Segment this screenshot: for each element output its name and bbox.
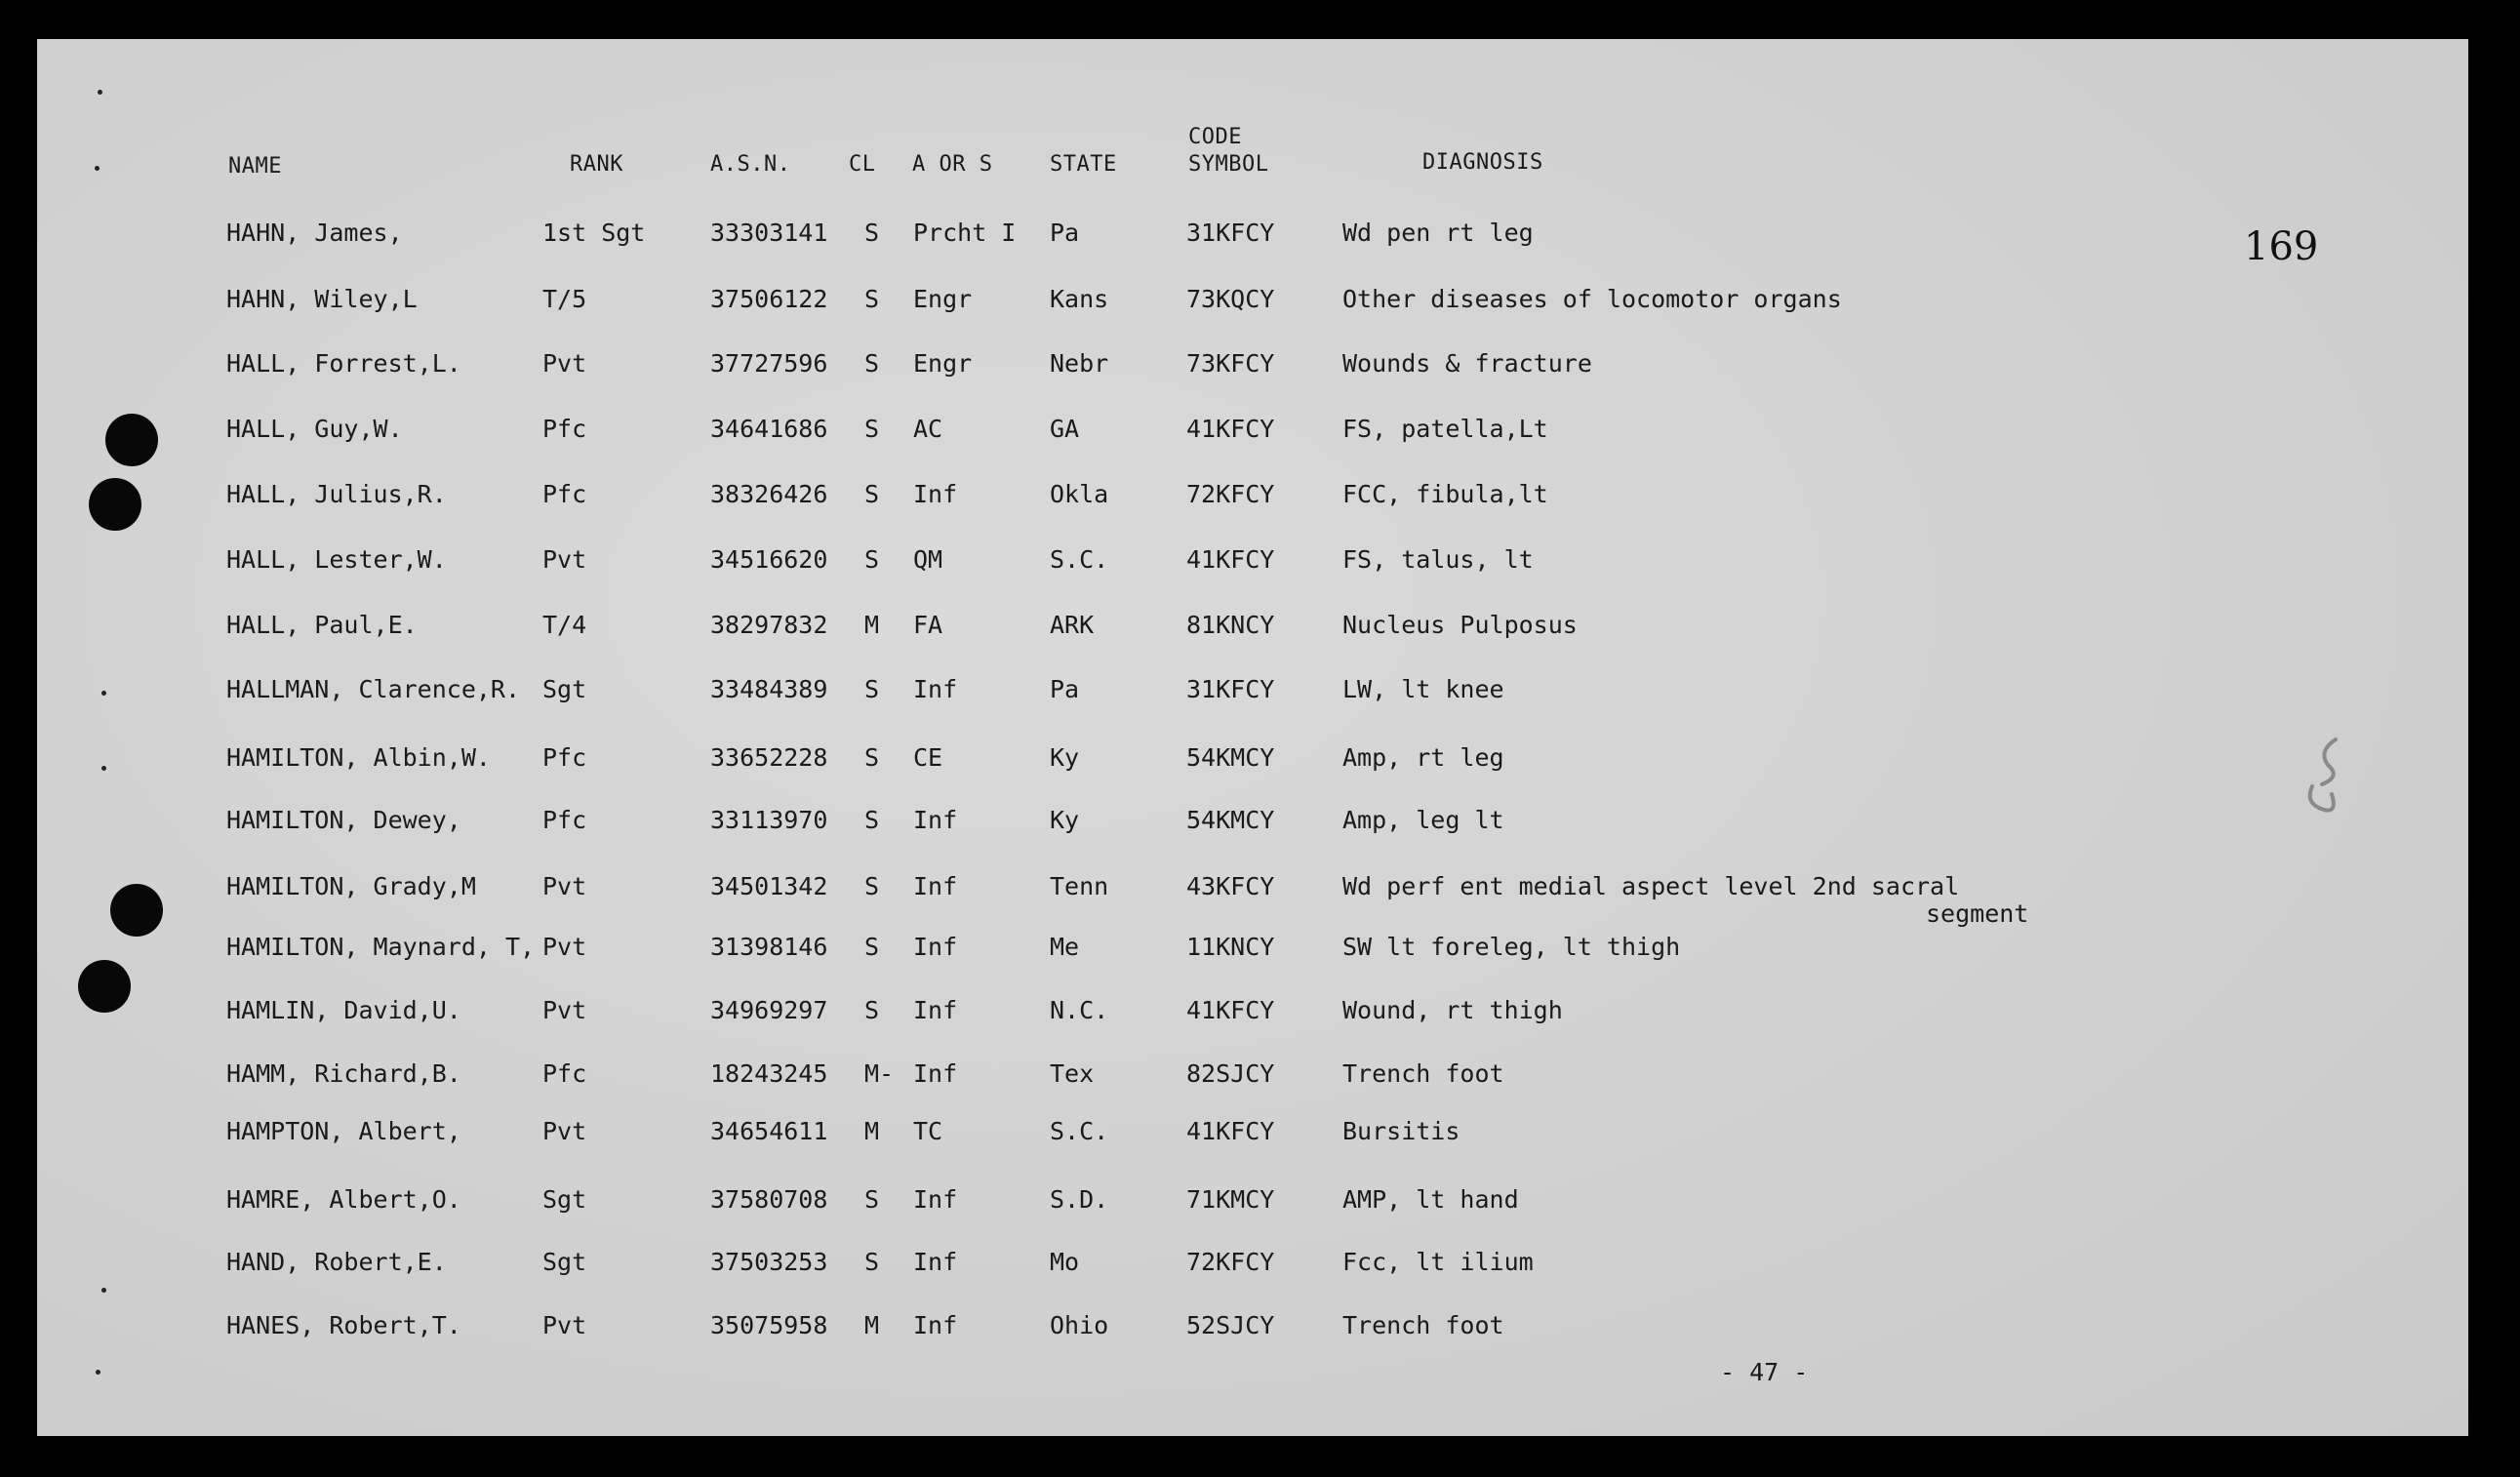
cell-a-or-s: QM — [913, 545, 943, 574]
cell-rank: 1st Sgt — [542, 219, 646, 247]
header-rank: RANK — [570, 152, 623, 177]
table-row — [37, 545, 2468, 579]
cell-cl: S — [864, 480, 880, 508]
cell-rank: Pfc — [542, 480, 587, 508]
cell-cl: S — [864, 1185, 880, 1214]
margin-dot — [98, 90, 102, 95]
cell-asn: 33484389 — [710, 675, 828, 703]
cell-cl: M — [864, 611, 880, 639]
cell-diagnosis: SW lt foreleg, lt thigh — [1342, 933, 1681, 961]
cell-a-or-s: Inf — [913, 1311, 958, 1339]
cell-cl: M — [864, 1117, 880, 1145]
table-row — [37, 933, 2468, 966]
cell-code-symbol: 72KFCY — [1186, 480, 1275, 508]
table-row — [37, 872, 2468, 928]
cell-state: S.C. — [1050, 1117, 1109, 1145]
cell-asn: 37580708 — [710, 1185, 828, 1214]
cell-state: N.C. — [1050, 996, 1109, 1024]
header-state: STATE — [1050, 152, 1117, 177]
cell-diagnosis: FS, talus, lt — [1342, 545, 1534, 574]
header-diagnosis: DIAGNOSIS — [1422, 150, 1543, 175]
record-card — [37, 39, 2468, 1436]
cell-asn: 34969297 — [710, 996, 828, 1024]
cell-diagnosis: Trench foot — [1342, 1311, 1504, 1339]
cell-diagnosis: Trench foot — [1342, 1059, 1504, 1088]
table-row — [37, 611, 2468, 644]
cell-cl: S — [864, 349, 880, 378]
footer-page-label: - 47 - — [1720, 1358, 1809, 1386]
cell-rank: T/5 — [542, 285, 587, 313]
cell-rank: T/4 — [542, 611, 587, 639]
cell-name: HAMLIN, David,U. — [226, 996, 461, 1024]
table-row — [37, 743, 2468, 777]
cell-state: Kans — [1050, 285, 1109, 313]
cell-a-or-s: CE — [913, 743, 943, 772]
cell-rank: Pvt — [542, 1117, 587, 1145]
cell-state: Pa — [1050, 675, 1080, 703]
cell-cl: S — [864, 675, 880, 703]
table-row — [37, 1311, 2468, 1344]
header-code: CODE — [1188, 125, 1242, 149]
cell-rank: Pfc — [542, 415, 587, 443]
cell-cl: M- — [864, 1059, 895, 1088]
cell-rank: Pvt — [542, 1311, 587, 1339]
cell-state: Ohio — [1050, 1311, 1109, 1339]
cell-code-symbol: 31KFCY — [1186, 675, 1275, 703]
cell-diagnosis: Wounds & fracture — [1342, 349, 1592, 378]
cell-rank: Pvt — [542, 349, 587, 378]
cell-cl: S — [864, 872, 880, 900]
table-row — [37, 675, 2468, 708]
cell-state: Okla — [1050, 480, 1109, 508]
cell-name: HAMILTON, Albin,W. — [226, 743, 491, 772]
cell-asn: 34654611 — [710, 1117, 828, 1145]
cell-state: ARK — [1050, 611, 1095, 639]
cell-code-symbol: 11KNCY — [1186, 933, 1275, 961]
cell-a-or-s: Inf — [913, 1248, 958, 1276]
cell-asn: 37503253 — [710, 1248, 828, 1276]
cell-rank: Pvt — [542, 545, 587, 574]
cell-name: HAMILTON, Maynard, T, — [226, 933, 536, 961]
cell-cl: S — [864, 806, 880, 834]
cell-name: HAMRE, Albert,O. — [226, 1185, 461, 1214]
cell-code-symbol: 72KFCY — [1186, 1248, 1275, 1276]
cell-rank: Pvt — [542, 996, 587, 1024]
cell-asn: 38297832 — [710, 611, 828, 639]
cell-code-symbol: 43KFCY — [1186, 872, 1275, 900]
table-row — [37, 1185, 2468, 1218]
cell-state: Pa — [1050, 219, 1080, 247]
table-row — [37, 219, 2468, 252]
cell-name: HAHN, James, — [226, 219, 403, 247]
cell-name: HALL, Forrest,L. — [226, 349, 461, 378]
table-row — [37, 480, 2468, 513]
cell-name: HAMM, Richard,B. — [226, 1059, 461, 1088]
cell-rank: Pvt — [542, 933, 587, 961]
cell-diagnosis: Wd perf ent medial aspect level 2nd sacral — [1342, 872, 1960, 900]
cell-name: HALLMAN, Clarence,R. — [226, 675, 521, 703]
cell-asn: 18243245 — [710, 1059, 828, 1088]
cell-state: Tenn — [1050, 872, 1109, 900]
cell-code-symbol: 52SJCY — [1186, 1311, 1275, 1339]
header-name: NAME — [228, 154, 282, 179]
header-a-or-s: A OR S — [912, 152, 993, 177]
cell-rank: Sgt — [542, 1248, 587, 1276]
table-row — [37, 806, 2468, 839]
table-row — [37, 285, 2468, 318]
cell-name: HALL, Guy,W. — [226, 415, 403, 443]
header-asn: A.S.N. — [710, 152, 791, 177]
cell-diagnosis: FCC, fibula,lt — [1342, 480, 1548, 508]
cell-diagnosis: FS, patella,Lt — [1342, 415, 1548, 443]
cell-rank: Sgt — [542, 675, 587, 703]
cell-name: HALL, Paul,E. — [226, 611, 418, 639]
cell-asn: 34516620 — [710, 545, 828, 574]
cell-diagnosis: Bursitis — [1342, 1117, 1460, 1145]
header-symbol: SYMBOL — [1188, 152, 1269, 177]
cell-a-or-s: Prcht I — [913, 219, 1017, 247]
cell-name: HAMPTON, Albert, — [226, 1117, 461, 1145]
cell-a-or-s: Engr — [913, 349, 973, 378]
cell-a-or-s: FA — [913, 611, 943, 639]
cell-asn: 38326426 — [710, 480, 828, 508]
cell-diagnosis: LW, lt knee — [1342, 675, 1504, 703]
cell-cl: S — [864, 545, 880, 574]
cell-asn: 37727596 — [710, 349, 828, 378]
cell-asn: 31398146 — [710, 933, 828, 961]
cell-a-or-s: Inf — [913, 933, 958, 961]
cell-a-or-s: Inf — [913, 1185, 958, 1214]
cell-asn: 35075958 — [710, 1311, 828, 1339]
cell-code-symbol: 31KFCY — [1186, 219, 1275, 247]
cell-name: HAMILTON, Dewey, — [226, 806, 461, 834]
cell-state: Tex — [1050, 1059, 1095, 1088]
cell-cl: S — [864, 933, 880, 961]
cell-a-or-s: Inf — [913, 996, 958, 1024]
cell-a-or-s: Inf — [913, 480, 958, 508]
cell-name: HAND, Robert,E. — [226, 1248, 447, 1276]
cell-code-symbol: 81KNCY — [1186, 611, 1275, 639]
cell-a-or-s: Inf — [913, 806, 958, 834]
cell-state: Me — [1050, 933, 1080, 961]
table-row — [37, 349, 2468, 382]
cell-diagnosis: Amp, rt leg — [1342, 743, 1504, 772]
cell-code-symbol: 41KFCY — [1186, 996, 1275, 1024]
cell-code-symbol: 54KMCY — [1186, 743, 1275, 772]
cell-rank: Pfc — [542, 1059, 587, 1088]
cell-diagnosis: Other diseases of locomotor organs — [1342, 285, 1842, 313]
cell-a-or-s: TC — [913, 1117, 943, 1145]
cell-code-symbol: 41KFCY — [1186, 1117, 1275, 1145]
cell-diagnosis: Wound, rt thigh — [1342, 996, 1563, 1024]
cell-a-or-s: Inf — [913, 1059, 958, 1088]
cell-asn: 37506122 — [710, 285, 828, 313]
cell-asn: 34501342 — [710, 872, 828, 900]
margin-dot — [95, 166, 100, 171]
cell-state: S.D. — [1050, 1185, 1109, 1214]
table-row — [37, 1059, 2468, 1093]
table-row — [37, 1117, 2468, 1150]
cell-name: HALL, Lester,W. — [226, 545, 447, 574]
cell-code-symbol: 71KMCY — [1186, 1185, 1275, 1214]
margin-dot — [96, 1370, 100, 1375]
cell-name: HANES, Robert,T. — [226, 1311, 461, 1339]
cell-cl: S — [864, 415, 880, 443]
header-cl: CL — [849, 152, 876, 177]
cell-cl: S — [864, 996, 880, 1024]
cell-a-or-s: Inf — [913, 675, 958, 703]
table-row — [37, 996, 2468, 1029]
cell-rank: Pfc — [542, 743, 587, 772]
cell-state: S.C. — [1050, 545, 1109, 574]
cell-asn: 33652228 — [710, 743, 828, 772]
cell-cl: S — [864, 743, 880, 772]
cell-code-symbol: 41KFCY — [1186, 415, 1275, 443]
cell-state: Ky — [1050, 806, 1080, 834]
cell-state: Nebr — [1050, 349, 1109, 378]
cell-a-or-s: AC — [913, 415, 943, 443]
cell-cl: S — [864, 1248, 880, 1276]
cell-name: HAMILTON, Grady,M — [226, 872, 476, 900]
cell-code-symbol: 82SJCY — [1186, 1059, 1275, 1088]
table-row — [37, 1248, 2468, 1281]
cell-asn: 34641686 — [710, 415, 828, 443]
cell-rank: Pvt — [542, 872, 587, 900]
cell-diagnosis: Amp, leg lt — [1342, 806, 1504, 834]
cell-name: HALL, Julius,R. — [226, 480, 447, 508]
cell-a-or-s: Engr — [913, 285, 973, 313]
cell-cl: M — [864, 1311, 880, 1339]
cell-code-symbol: 41KFCY — [1186, 545, 1275, 574]
cell-rank: Sgt — [542, 1185, 587, 1214]
cell-asn: 33303141 — [710, 219, 828, 247]
cell-name: HAHN, Wiley,L — [226, 285, 418, 313]
cell-diagnosis: AMP, lt hand — [1342, 1185, 1519, 1214]
cell-state: GA — [1050, 415, 1080, 443]
cell-diagnosis: Nucleus Pulposus — [1342, 611, 1578, 639]
cell-diagnosis-continued: segment — [1926, 899, 2029, 928]
margin-dot — [101, 1288, 106, 1293]
cell-cl: S — [864, 285, 880, 313]
cell-code-symbol: 54KMCY — [1186, 806, 1275, 834]
cell-rank: Pfc — [542, 806, 587, 834]
cell-code-symbol: 73KFCY — [1186, 349, 1275, 378]
cell-diagnosis: Wd pen rt leg — [1342, 219, 1534, 247]
cell-code-symbol: 73KQCY — [1186, 285, 1275, 313]
cell-state: Ky — [1050, 743, 1080, 772]
table-row — [37, 415, 2468, 448]
cell-state: Mo — [1050, 1248, 1080, 1276]
cell-a-or-s: Inf — [913, 872, 958, 900]
page-number: 169 — [2244, 224, 2319, 269]
cell-asn: 33113970 — [710, 806, 828, 834]
cell-diagnosis: Fcc, lt ilium — [1342, 1248, 1534, 1276]
cell-cl: S — [864, 219, 880, 247]
